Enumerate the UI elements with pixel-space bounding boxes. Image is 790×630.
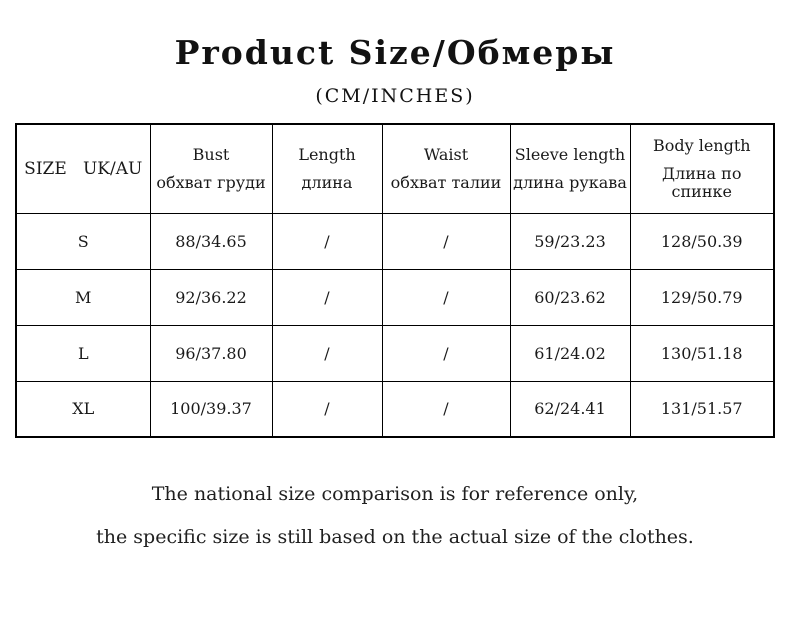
cell-length-l: /	[272, 325, 382, 381]
column-header-bust-en: Bust	[192, 145, 230, 165]
cell-body-m: 129/50.79	[630, 269, 774, 325]
size-table	[15, 123, 775, 438]
cell-size-m: M	[16, 269, 150, 325]
table-row-m	[16, 269, 774, 325]
table-row-s	[16, 213, 774, 269]
cell-waist-m: /	[382, 269, 510, 325]
column-header-waist-en: Waist	[423, 145, 469, 165]
cell-size-s: S	[16, 213, 150, 269]
column-header-length-en: Length	[298, 145, 356, 165]
column-header-sleeve-length	[510, 124, 630, 213]
page-title: Product Size/Обмеры	[174, 33, 616, 72]
column-header-size	[16, 124, 150, 213]
cell-length-m: /	[272, 269, 382, 325]
note-line-1: The national size comparison is for reference only,	[151, 483, 639, 505]
page-subtitle: (CM/INCHES)	[315, 85, 475, 107]
column-header-sleeve-length-ru: длина рукава	[513, 172, 627, 192]
column-header-length-ru: длина	[301, 172, 353, 192]
cell-length-xl: /	[272, 381, 382, 437]
cell-body-l: 130/51.18	[630, 325, 774, 381]
cell-bust-s: 88/34.65	[150, 213, 272, 269]
column-header-length	[272, 124, 382, 213]
cell-size-l: L	[16, 325, 150, 381]
cell-sleeve-l: 61/24.02	[510, 325, 630, 381]
column-header-size-label: SIZE UK/AU	[24, 158, 143, 179]
cell-size-xl: XL	[16, 381, 150, 437]
table-row-xl	[16, 381, 774, 437]
note-line-2: the specific size is still based on the actual size of the clothes.	[96, 526, 694, 548]
table-row-l	[16, 325, 774, 381]
cell-waist-l: /	[382, 325, 510, 381]
column-header-bust-ru: обхват груди	[156, 172, 266, 192]
table-header-row	[16, 124, 774, 213]
cell-waist-s: /	[382, 213, 510, 269]
column-header-body-length-en: Body length	[652, 136, 751, 156]
column-header-waist	[382, 124, 510, 213]
cell-sleeve-xl: 62/24.41	[510, 381, 630, 437]
cell-length-s: /	[272, 213, 382, 269]
column-header-bust	[150, 124, 272, 213]
cell-waist-xl: /	[382, 381, 510, 437]
cell-body-xl: 131/51.57	[630, 381, 774, 437]
cell-bust-m: 92/36.22	[150, 269, 272, 325]
column-header-waist-ru: обхват талии	[390, 172, 502, 192]
cell-body-s: 128/50.39	[630, 213, 774, 269]
cell-bust-xl: 100/39.37	[150, 381, 272, 437]
cell-bust-l: 96/37.80	[150, 325, 272, 381]
cell-sleeve-s: 59/23.23	[510, 213, 630, 269]
column-header-body-length	[630, 124, 774, 213]
column-header-body-length-ru: Длина по спинке	[662, 163, 742, 201]
column-header-sleeve-length-en: Sleeve length	[514, 145, 626, 165]
size-chart-page	[0, 33, 790, 630]
cell-sleeve-m: 60/23.62	[510, 269, 630, 325]
